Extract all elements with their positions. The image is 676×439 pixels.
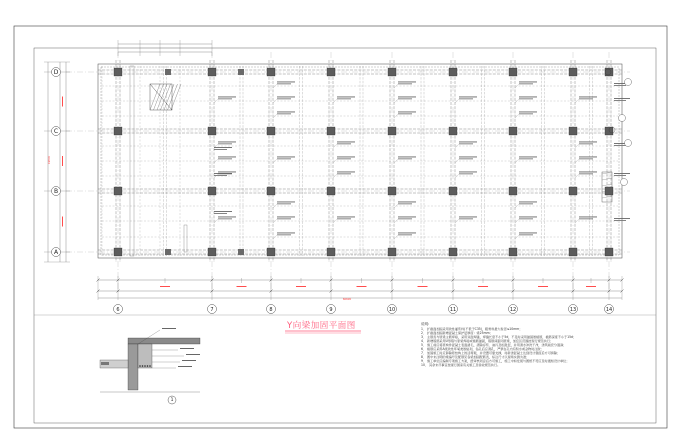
column (165, 249, 171, 255)
annotation-text-line (579, 173, 593, 174)
annotation-text-line (214, 149, 227, 150)
axis-label-row-c: C (53, 128, 59, 135)
column (238, 249, 244, 255)
dimension-value-mark (160, 286, 170, 287)
axis-label-col-7: 7 (210, 307, 214, 313)
column (208, 187, 216, 195)
annotation-text-line (398, 83, 412, 84)
column (569, 248, 577, 256)
note-item: 3、 主筋需与原梁主筋焊接，采用双面焊缝，焊缝长度不小于5d，不足时采用锚固胶植筋，植筋深度不小于15d； (421, 334, 577, 339)
annotation-text-line (459, 217, 477, 218)
column (388, 68, 396, 76)
column (509, 187, 517, 195)
axis-label-col-11: 11 (449, 307, 457, 313)
note-item: 2、 扩截面加固新增混凝土保护层厚度：梁25mm； (421, 330, 493, 335)
annotation-text-line (398, 97, 416, 98)
column (267, 127, 275, 135)
detail-rebar (147, 365, 149, 367)
annotation-text-line (614, 98, 630, 99)
annotation-text-line (218, 157, 236, 158)
dimension-value-mark (538, 286, 548, 287)
column (449, 187, 457, 195)
column (569, 68, 577, 76)
annotation-text-line (337, 97, 355, 98)
annotation-text-line (277, 218, 291, 219)
annotation-text-line (214, 147, 232, 148)
note-item: 4、 新增箍筋采用U形箍与原梁焊接或植筋锚固，箍筋间距同原梁，加密区范围按现行规范执行； (421, 338, 554, 343)
annotation-text-line (218, 218, 232, 219)
annotation-text-line (337, 217, 355, 218)
annotation-text-line (459, 218, 473, 219)
dimension-value-mark (418, 286, 428, 287)
annotation-text-line (519, 217, 537, 218)
column (449, 248, 457, 256)
column (267, 248, 275, 256)
annotation-text-line (398, 218, 412, 219)
note-item: 9、 施工单位应编制专项施工方案，经审核同意后方可施工，施工中如发现与图纸不符应及时通知设计单位； (421, 358, 570, 363)
annotation-text-line (614, 173, 630, 174)
annotation-text-line (214, 213, 227, 214)
annotation-text-line (277, 203, 291, 204)
column (327, 127, 335, 135)
annotation-text-line (337, 172, 355, 173)
annotation-text-line (337, 143, 351, 144)
annotation-text-line (398, 202, 416, 203)
annotation-text-line (218, 97, 236, 98)
annotation-text-line (337, 157, 355, 158)
dimension-value-mark (357, 286, 367, 287)
section-bubble (621, 179, 628, 186)
column (388, 187, 396, 195)
annotation-text-line (218, 172, 236, 173)
annotation-text-line (614, 100, 626, 101)
annotation-text-line (519, 83, 533, 84)
annotation-text-line (337, 98, 351, 99)
axis-label-col-12: 12 (509, 307, 517, 313)
annotation-text-line (459, 142, 477, 143)
annotation-text-line (579, 143, 593, 144)
annotation-text-line (579, 142, 597, 143)
annotation-text-line (519, 157, 537, 158)
column (114, 127, 122, 135)
annotation-text-line (459, 172, 477, 173)
annotation-text-line (519, 112, 537, 113)
general-notes (421, 322, 667, 428)
column (327, 248, 335, 256)
annotation-text-line (218, 143, 232, 144)
axis-label-col-14: 14 (605, 307, 613, 313)
column (569, 187, 577, 195)
annotation-text-line (398, 203, 412, 204)
annotation-text-line (579, 172, 597, 173)
dimension-value-mark (62, 217, 63, 227)
column (569, 127, 577, 135)
title-underline (285, 330, 361, 334)
column (327, 68, 335, 76)
detail-rebar (142, 365, 144, 367)
annotation-text-line (398, 113, 412, 114)
column (208, 127, 216, 135)
column (114, 68, 122, 76)
annotation-text-line (614, 220, 626, 221)
annotation-text-line (519, 203, 533, 204)
detail-rebar (144, 365, 146, 367)
section-bubble (625, 140, 632, 147)
annotation-text-line (337, 158, 351, 159)
annotation-text-line (579, 217, 597, 218)
annotation-text-line (337, 218, 351, 219)
column (238, 69, 244, 75)
column (327, 187, 335, 195)
note-item: 8、 图中未注明的梁编号及配筋见各梁加固配筋表，标注尺寸以现场实测为准； (421, 354, 530, 359)
annotation-text-line (519, 97, 537, 98)
annotation-text-line (519, 82, 537, 83)
annotation-text-line (277, 158, 291, 159)
drawing-title: Y向梁加固平面图 (287, 321, 356, 331)
annotation-text-line (519, 98, 533, 99)
dimension-value-mark (237, 286, 247, 287)
annotation-text-line (218, 217, 236, 218)
note-item: 10、 其余未尽事宜按现行国家有关施工及验收规范执行。 (421, 362, 501, 367)
axis-label-col-10: 10 (388, 307, 396, 313)
annotation-text-line (277, 157, 295, 158)
section-bubble (625, 79, 632, 86)
column (388, 127, 396, 135)
annotation-text-line (337, 173, 351, 174)
column (388, 248, 396, 256)
annotation-text-line (337, 142, 355, 143)
column (509, 248, 517, 256)
annotation-text-line (519, 233, 537, 234)
annotation-text-line (214, 175, 227, 176)
column (449, 68, 457, 76)
annotation-text-line (214, 173, 232, 174)
notes-heading: 说明: (421, 322, 430, 326)
note-item: 5、 施工前应将原构件混凝土表面凿毛，清除浮浆、油污及松散层，并用清水冲洗干净，浇筑前充分湿润； (421, 342, 567, 347)
column (605, 248, 613, 256)
section-bubble (619, 115, 626, 122)
annotation-text-line (398, 157, 416, 158)
detail-rebar (149, 365, 151, 367)
annotation-text-line (398, 112, 416, 113)
detail-label-line (180, 348, 194, 349)
annotation-text-line (459, 173, 473, 174)
annotation-text-line (614, 218, 630, 219)
axis-label-col-9: 9 (329, 307, 333, 313)
detail-slab (128, 338, 200, 344)
detail-label-line (178, 366, 192, 367)
annotation-text-line (614, 85, 626, 86)
annotation-text-line (277, 98, 291, 99)
annotation-text-line (277, 112, 295, 113)
annotation-text-line (459, 157, 477, 158)
column (114, 248, 122, 256)
dimension-value-mark (478, 286, 488, 287)
column (605, 187, 613, 195)
detail-mark-label: 1 (170, 398, 174, 403)
note-item: 7、 加固施工时应卸除原结构上的活荷载，并设置可靠支撑，待新浇混凝土达到设计强度后方可拆除； (421, 350, 561, 355)
detail-label-line (186, 354, 200, 355)
annotation-text-line (214, 211, 232, 212)
annotation-text-line (614, 175, 626, 176)
annotation-text-line (579, 98, 593, 99)
annotation-text-line (218, 142, 236, 143)
dimension-value-mark (296, 286, 306, 287)
annotation-text-line (277, 233, 295, 234)
annotation-text-line (519, 202, 537, 203)
column (208, 68, 216, 76)
annotation-text-line (277, 113, 291, 114)
annotation-text-line (579, 218, 593, 219)
axis-label-row-d: D (53, 69, 59, 76)
annotation-text-line (277, 82, 295, 83)
annotation-text-line (459, 143, 473, 144)
annotation-text-line (398, 234, 412, 235)
annotation-text-line (459, 98, 473, 99)
annotation-text-line (519, 113, 533, 114)
annotation-text-line (218, 98, 232, 99)
annotation-text-line (579, 157, 597, 158)
annotation-text-line (519, 218, 533, 219)
axis-label-col-6: 6 (116, 307, 120, 313)
dimension-value-mark (62, 97, 63, 107)
dimension-value-mark (62, 156, 63, 166)
column (208, 248, 216, 256)
annotation-text-line (519, 158, 533, 159)
annotation-text-line (614, 145, 626, 146)
note-item: 6、 植筋应采用A级改性环氧类胶粘剂，钻孔后应清孔，严禁在孔内有积水或杂物时注胶； (421, 346, 544, 351)
column (449, 127, 457, 135)
left-dimension-text: 19800 (48, 155, 51, 165)
axis-label-col-8: 8 (269, 307, 273, 313)
column (267, 68, 275, 76)
annotation-text-line (277, 234, 291, 235)
annotation-text-line (579, 97, 597, 98)
detail-column (128, 344, 138, 390)
axis-label-col-13: 13 (569, 307, 577, 313)
column (509, 68, 517, 76)
annotation-text-line (398, 158, 412, 159)
annotation-text-line (398, 82, 416, 83)
annotation-text-line (277, 217, 295, 218)
column (267, 187, 275, 195)
annotation-text-line (459, 97, 477, 98)
column (114, 187, 122, 195)
detail-rebar (139, 365, 141, 367)
column (165, 69, 171, 75)
detail-rebar-block (101, 362, 109, 365)
detail-label-line (182, 360, 196, 361)
detail-label-line (162, 328, 176, 329)
annotation-text-line (459, 158, 473, 159)
dimension-value-mark (586, 286, 596, 287)
annotation-text-line (398, 98, 412, 99)
detail-beam (138, 344, 152, 368)
annotation-text-line (398, 217, 416, 218)
annotation-text-line (277, 97, 295, 98)
annotation-text-line (519, 234, 533, 235)
annotation-text-line (218, 158, 232, 159)
axis-label-row-a: A (53, 249, 59, 256)
overall-dimension-text: 60600 (342, 298, 352, 301)
axis-label-row-b: B (53, 188, 59, 195)
note-item: 1、 扩截面加固采用改性灌浆料(不低于C35)，粗骨料最大粒径≤10mm； (421, 326, 523, 331)
annotation-text-line (277, 83, 291, 84)
annotation-text-line (398, 233, 416, 234)
column (509, 127, 517, 135)
annotation-text-line (579, 158, 593, 159)
annotation-text-line (277, 202, 295, 203)
